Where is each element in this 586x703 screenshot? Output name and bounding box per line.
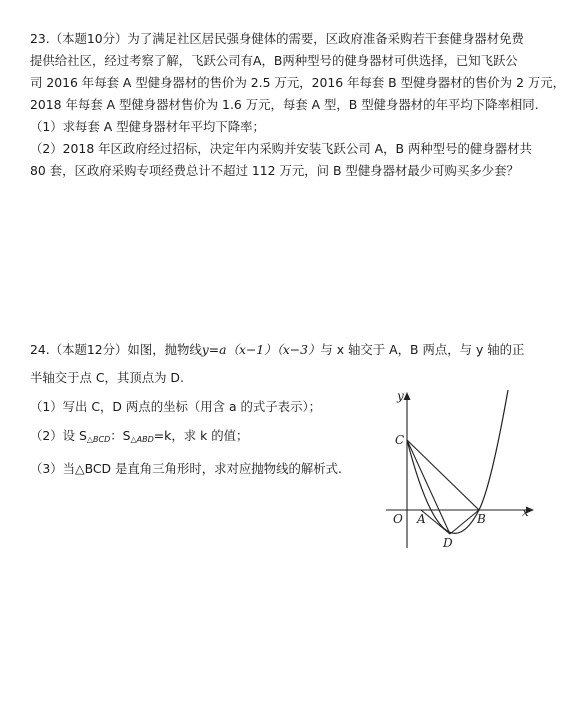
q23-part-1: （1）求每套 A 型健身器材年平均下降率； <box>30 119 265 134</box>
q24-line-2: 半轴交于点 C，其顶点为 D. <box>30 370 184 385</box>
q24-part-1: （1）写出 C，D 两点的坐标（用含 a 的式子表示）； <box>30 399 322 414</box>
y-axis-label: y <box>397 389 404 403</box>
q23-line-1: 23.（本题10分）为了满足社区居民强身健体的需要，区政府准备采购若干套健身器材免费 <box>30 31 524 46</box>
q23-part-2-line-2: 80 套，区政府采购专项经费总计不超过 112 万元，问 B 型健身器材最少可购买多少套？ <box>30 163 519 178</box>
q24-part-2-suffix: =k，求 k 的值； <box>153 428 249 443</box>
segment-cd <box>407 440 450 534</box>
origin-label: O <box>393 512 403 526</box>
q24-part-2-mid: ：S <box>110 428 131 443</box>
point-a-label: A <box>417 512 426 526</box>
point-b-label: B <box>477 512 486 526</box>
y-axis-arrow-icon <box>404 392 411 400</box>
point-d-label: D <box>443 536 453 550</box>
q23-line-4: 2018 年每套 A 型健身器材售价为 1.6 万元，每套 A 型，B 型健身器材的年平均下降率相同. <box>30 97 539 112</box>
q24-line-1 <box>30 336 558 364</box>
x-axis-label: x <box>522 505 529 519</box>
question-23 <box>30 28 566 182</box>
q24-line-1-suffix: 与 x 轴交于 A，B 两点，与 y 轴的正 <box>320 342 525 357</box>
q23-line-3: 司 2016 年每套 A 型健身器材的售价为 2.5 万元，2016 年每套 B 型健身器材的售价为 2 万元， <box>30 75 566 90</box>
point-c-label: C <box>395 433 405 447</box>
segment-cb <box>407 440 479 510</box>
parabola-figure <box>380 384 540 554</box>
q24-line-1-prefix: 24.（本题12分）如图，抛物线 <box>30 342 202 357</box>
q23-line-2: 提供给社区，经过考察了解，飞跃公司有A，B两种型号的健身器材可供选择，已知飞跃公 <box>30 53 518 68</box>
q24-part-2-sub-bcd: △BCD <box>86 435 111 444</box>
q24-parabola-equation: y=a（x−1）（x−3） <box>201 342 321 357</box>
q24-part-2-prefix: （2）设 S <box>30 428 87 443</box>
q24-part-2-sub-abd: △ABD <box>130 435 154 444</box>
q23-part-2-line-1: （2）2018 年区政府经过招标，决定年内采购并安装飞跃公司 A，B 两种型号的健身器材共 <box>30 141 532 156</box>
q24-part-3: （3）当△BCD 是直角三角形时，求对应抛物线的解析式. <box>30 461 342 476</box>
